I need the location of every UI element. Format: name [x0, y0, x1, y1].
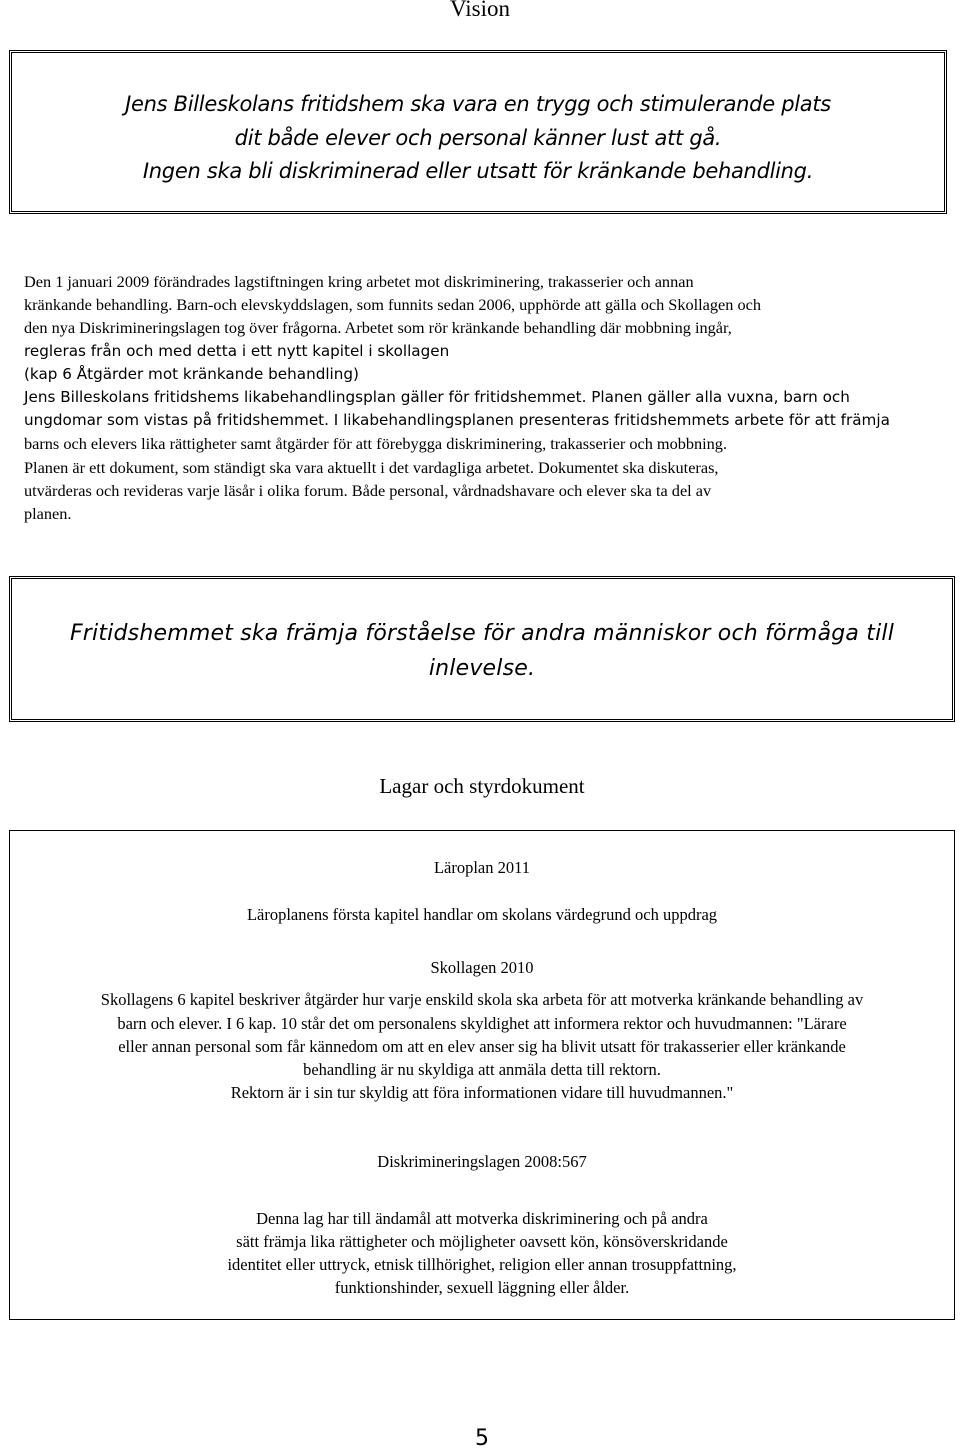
- intro-line: utvärderas och revideras varje läsår i olika forum. Både personal, vårdnadshavare och elever ska ta del av: [24, 480, 712, 500]
- vision-statement: [9, 88, 947, 189]
- discrimination-line: sätt främja lika rättigheter och möjligheter oavsett kön, könsöverskridande: [236, 1232, 728, 1251]
- intro-line: (kap 6 Åtgärder mot kränkande behandling): [24, 364, 359, 383]
- school-law-line: Skollagens 6 kapitel beskriver åtgärder hur varje enskild skola ska arbeta för att motverka kränkande behandling av: [100, 990, 864, 1009]
- school-law-line: Rektorn är i sin tur skyldig att föra informationen vidare till huvudmannen.": [230, 1083, 734, 1102]
- vision-line: Jens Billeskolans fritidshem ska vara en trygg och stimulerande plats: [125, 92, 831, 116]
- vision-line: Ingen ska bli diskriminerad eller utsatt för kränkande behandling.: [142, 159, 814, 183]
- goal-statement: [9, 616, 955, 686]
- intro-line: regleras från och med detta i ett nytt kapitel i skollagen: [24, 341, 450, 360]
- goal-line: Fritidshemmet ska främja förståelse för andra människor och förmåga till: [69, 621, 895, 646]
- intro-line: barns och elevers lika rättigheter samt åtgärder för att förebygga diskriminering, trakasserier och mobbning.: [24, 434, 728, 454]
- intro-line: Planen är ett dokument, som ständigt ska vara aktuellt i det vardagliga arbetet. Dokumentet ska diskuteras,: [24, 457, 719, 477]
- section-title: Lagar och styrdokument: [379, 774, 585, 798]
- intro-line: den nya Diskrimineringslagen tog över frågorna. Arbetet som rör kränkande behandling där mobbning ingår,: [24, 318, 732, 338]
- intro-line: Den 1 januari 2009 förändrades lagstiftningen kring arbetet mot diskriminering, trakasserier och annan: [24, 272, 694, 291]
- school-law-title: Skollagen 2010: [430, 958, 534, 977]
- school-law-line: behandling är nu skyldiga att anmäla detta till rektorn.: [303, 1060, 661, 1079]
- school-law-line: eller annan personal som får kännedom om att en elev anser sig ha blivit utsatt för trakasserier eller kränkande: [118, 1037, 846, 1056]
- curriculum-title: Läroplan 2011: [433, 858, 531, 877]
- intro-line: kränkande behandling. Barn-och elevskyddslagen, som funnits sedan 2006, upphörde att gälla och Skollagen och: [24, 295, 761, 315]
- intro-line: planen.: [24, 504, 72, 524]
- page-heading: Vision: [450, 0, 510, 21]
- discrimination-line: funktionshinder, sexuell läggning eller ålder.: [334, 1278, 630, 1297]
- discrimination-title: Diskrimineringslagen 2008:567: [377, 1152, 587, 1171]
- curriculum-text: Läroplanens första kapitel handlar om skolans värdegrund och uppdrag: [246, 905, 718, 924]
- discrimination-line: identitet eller uttryck, etnisk tillhörighet, religion eller annan trosuppfattning,: [227, 1255, 737, 1274]
- vision-line: dit både elever och personal känner lust att gå.: [234, 125, 722, 150]
- page-number: 5: [475, 1426, 489, 1451]
- goal-line: inlevelse.: [428, 656, 536, 681]
- school-law-line: barn och elever. I 6 kap. 10 står det om personalens skyldighet att informera rektor och huvudmannen: "Lärare: [117, 1014, 847, 1033]
- intro-paragraph: [24, 270, 942, 525]
- intro-line: ungdomar som vistas på fritidshemmet. I likabehandlingsplanen presenteras fritidshemmets arbete för att främja: [24, 411, 890, 430]
- intro-line: Jens Billeskolans fritidshems likabehandlingsplan gäller för fritidshemmet. Planen gäller alla vuxna, barn och: [24, 388, 850, 407]
- discrimination-line: Denna lag har till ändamål att motverka diskriminering och på andra: [256, 1209, 708, 1228]
